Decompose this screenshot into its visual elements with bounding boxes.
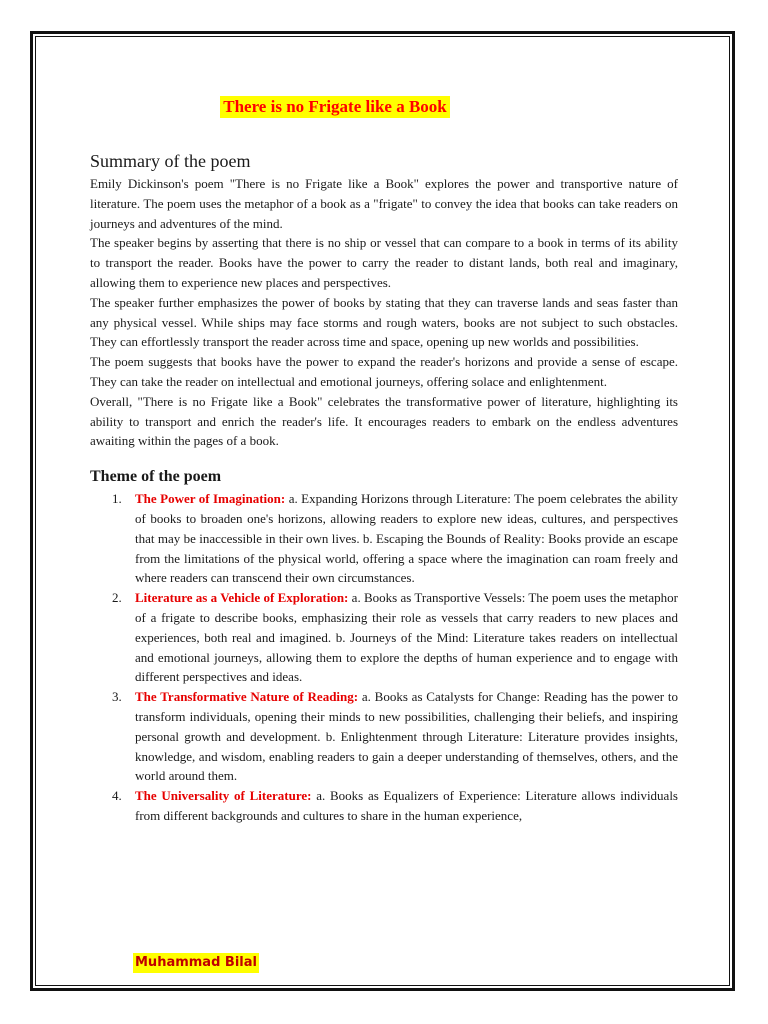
summary-paragraph: The speaker begins by asserting that there is no ship or vessel that can compare to a book in terms of its ability to transport the reader. Books have the power to carry the reader to distant lands, both real and imaginary, allowing them to experience new places and perspectives.	[90, 235, 678, 290]
theme-item-text: a. Books as Catalysts for Change: Reading has the power to transform individuals, opening their minds to new possibilities, challenging their beliefs, and inspiring personal growth and development. b. Enlightenment through Literature: Literature provides insights, knowledge, and wisdom, enabling readers to gain a deeper understanding of themselves, others, and the world around them.	[135, 689, 678, 784]
theme-list	[90, 489, 678, 826]
theme-item-heading: Literature as a Vehicle of Exploration:	[135, 590, 349, 606]
theme-number: 2.	[112, 590, 122, 606]
theme-number: 1.	[112, 491, 122, 507]
theme-item	[90, 489, 678, 588]
theme-item-heading: The Universality of Literature:	[135, 788, 312, 804]
summary-paragraph: The speaker further emphasizes the power of books by stating that they can traverse lands and seas faster than any physical vessel. While ships may face storms and rough waters, books are not subject to such obstacles. They can effortlessly transport the reader across time and space, opening up new worlds and possibilities.	[90, 294, 678, 350]
theme-item-heading: The Transformative Nature of Reading:	[135, 689, 359, 705]
document-body	[90, 148, 678, 826]
document-title: There is no Frigate like a Book	[220, 96, 450, 118]
summary-paragraph: Emily Dickinson's poem "There is no Frigate like a Book" explores the power and transportive nature of literature. The poem uses the metaphor of a book as a "frigate" to convey the idea that books can take readers on journeys and adventures of the mind.	[90, 176, 678, 231]
theme-item-text: a. Expanding Horizons through Literature: The poem celebrates the ability of books to broaden one's horizons, allowing readers to explore new ideas, cultures, and perspectives that may be inaccessible in their own lives. b. Escaping the Bounds of Reality: Books provide an escape from the limitations of the physical world, offering a space where the imagination can roam freely and where readers can transcend their own circumstances.	[135, 491, 678, 586]
theme-heading: Theme of the poem	[90, 468, 222, 486]
theme-item-text: a. Books as Transportive Vessels: The poem uses the metaphor of a frigate to describe books, emphasizing their role as vessels that carry readers to new places and experiences, both real and imagined. b. Journeys of the Mind: Literature takes readers on intellectual and emotional journeys, allowing them to explore the depths of human experience and to engage with different perspectives and ideas.	[135, 590, 678, 685]
summary-heading: Summary of the poem	[90, 151, 251, 171]
summary-paragraph: The poem suggests that books have the power to expand the reader's horizons and provide a sense of escape. They can take the reader on intellectual and emotional journeys, offering solace and enlightenment.	[90, 354, 678, 389]
theme-item	[90, 588, 678, 687]
theme-number: 3.	[112, 689, 122, 705]
theme-item	[90, 687, 678, 786]
theme-number: 4.	[112, 788, 122, 804]
theme-item-heading: The Power of Imagination:	[135, 491, 286, 507]
theme-item	[90, 786, 678, 826]
theme-item-text: a. Books as Equalizers of Experience: Literature allows individuals from different backgrounds and cultures to share in the human experience,	[135, 788, 678, 823]
author-name: Muhammad Bilal	[133, 953, 259, 973]
summary-paragraph: Overall, "There is no Frigate like a Book" celebrates the transformative power of literature, highlighting its ability to transport and enrich the reader's life. It encourages readers to embark on the endless adventures awaiting within the pages of a book.	[90, 393, 678, 449]
